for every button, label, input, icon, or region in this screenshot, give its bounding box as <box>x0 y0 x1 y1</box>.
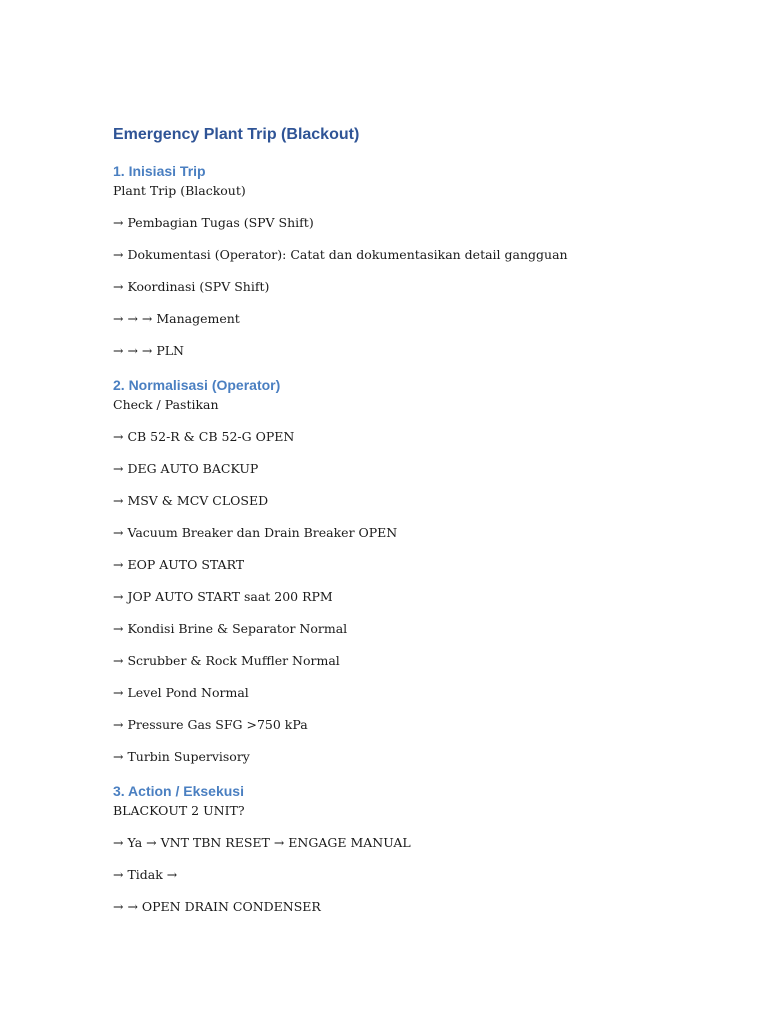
section-inisiasi-trip <box>113 160 713 360</box>
paragraph: → Dokumentasi (Operator): Catat dan dokumentasikan detail gangguan <box>113 247 568 262</box>
paragraph: → → → Management <box>113 311 240 326</box>
paragraph: → Ya → VNT TBN RESET → ENGAGE MANUAL <box>113 835 411 850</box>
paragraph: → → → PLN <box>113 343 184 358</box>
paragraph: → → OPEN DRAIN CONDENSER <box>113 899 321 914</box>
paragraph: → Level Pond Normal <box>113 685 249 700</box>
paragraph: → Pressure Gas SFG >750 kPa <box>113 717 308 732</box>
paragraph: → Koordinasi (SPV Shift) <box>113 279 270 294</box>
paragraph: → DEG AUTO BACKUP <box>113 461 259 476</box>
paragraph: Check / Pastikan <box>113 397 219 412</box>
paragraph: → MSV & MCV CLOSED <box>113 493 269 508</box>
paragraph: → Scrubber & Rock Muffler Normal <box>113 653 340 668</box>
paragraph: → JOP AUTO START saat 200 RPM <box>113 589 333 604</box>
paragraph: → CB 52-R & CB 52-G OPEN <box>113 429 295 444</box>
paragraph: → EOP AUTO START <box>113 557 245 572</box>
section-normalisasi <box>113 374 713 766</box>
paragraph: → Pembagian Tugas (SPV Shift) <box>113 215 314 230</box>
document-title: Emergency Plant Trip (Blackout) <box>113 126 360 143</box>
paragraph: → Vacuum Breaker dan Drain Breaker OPEN <box>113 525 398 540</box>
paragraph: Plant Trip (Blackout) <box>113 183 246 198</box>
section-heading: 3. Action / Eksekusi <box>113 783 244 799</box>
paragraph: → Kondisi Brine & Separator Normal <box>113 621 348 636</box>
section-heading: 1. Inisiasi Trip <box>113 163 206 179</box>
paragraph: → Tidak → <box>113 867 178 882</box>
paragraph: BLACKOUT 2 UNIT? <box>113 803 245 818</box>
section-action-eksekusi <box>113 780 713 916</box>
section-heading: 2. Normalisasi (Operator) <box>113 377 281 393</box>
document-page <box>113 122 713 930</box>
paragraph: → Turbin Supervisory <box>113 749 250 764</box>
